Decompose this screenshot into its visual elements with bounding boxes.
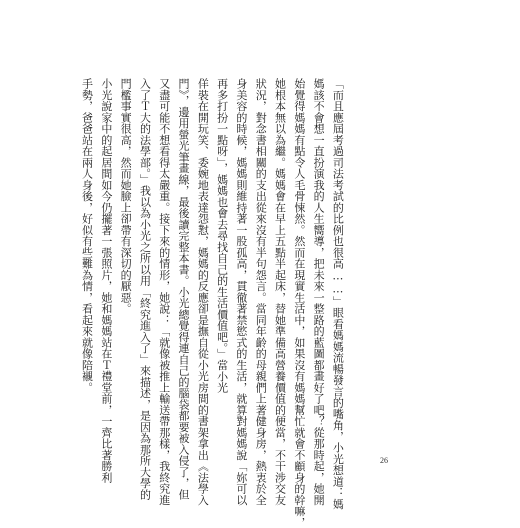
- text-line: 小光說家中的起居間如今仍擺著一張照片，她和媽媽站在Ｔ禮堂前，一齊比著勝利: [99, 78, 113, 483]
- text-line: 又盡可能不想看得太嚴重。接下來的情形，她說：「就像被推上輸送帶那樣，我終究進: [157, 78, 171, 506]
- text-line: 佯裝在開玩笑、委婉地表達怨懟，媽媽的反應卻是撫自從小光房間的書架拿出《法學入: [196, 78, 210, 506]
- text-line: 入了Ｔ大的法學部。」我以為小光之所以用「終究進入了」來描述，是因為那所大學的: [138, 78, 152, 500]
- paragraph-3: [116, 78, 135, 450]
- paragraph-1: [212, 78, 347, 528]
- text-line: 媽該不會想一直扮演我的人生嚮導，把未來一整路的藍圖都畫好了吧？從那時起，她開: [312, 78, 326, 506]
- text-line: 始覺得媽媽有點令人毛骨悚然。然而在現實生活中，如果沒有媽媽幫忙就會不顧身的幹嘛，: [292, 78, 306, 528]
- text-line: 「而且應屆考過司法考試的比例也很高……」眼看媽媽流暢發言的嘴角，小光想道：媽: [331, 78, 345, 510]
- text-line: 門》，邊用螢光筆畫線，最後讀完整本書。小光總覺得連自己的腦袋都要被入侵了，但: [177, 78, 191, 500]
- page-number: 26: [380, 456, 388, 465]
- text-line: 手勢，爸爸站在兩人身後，好似有些難為情，看起來就像陪襯。: [80, 78, 94, 393]
- text-line: 她根本無以為繼。媽媽會在早上五點半起床，替她準備高營養價值的便當，不干涉交友: [273, 78, 287, 506]
- paragraph-2: [135, 78, 212, 506]
- text-line: 門檻事實很高，然而她臉上卻帶有深切的厭惡。: [119, 78, 133, 315]
- text-line: 狀況，對念書相關的支出從來沒有半句怨言。當同年齡的母親們上著健身房，熱衷於全: [254, 78, 268, 506]
- paragraph-4: [77, 78, 116, 483]
- text-line: 身美容的時候，媽媽則維持著一股孤高，貫徹著禁慾式的生活，就算對媽媽說「妳可以: [234, 78, 248, 506]
- text-line: 再多打扮一點呀」，媽媽也會去尋找自己的生活價值吧。」當小光: [215, 78, 229, 394]
